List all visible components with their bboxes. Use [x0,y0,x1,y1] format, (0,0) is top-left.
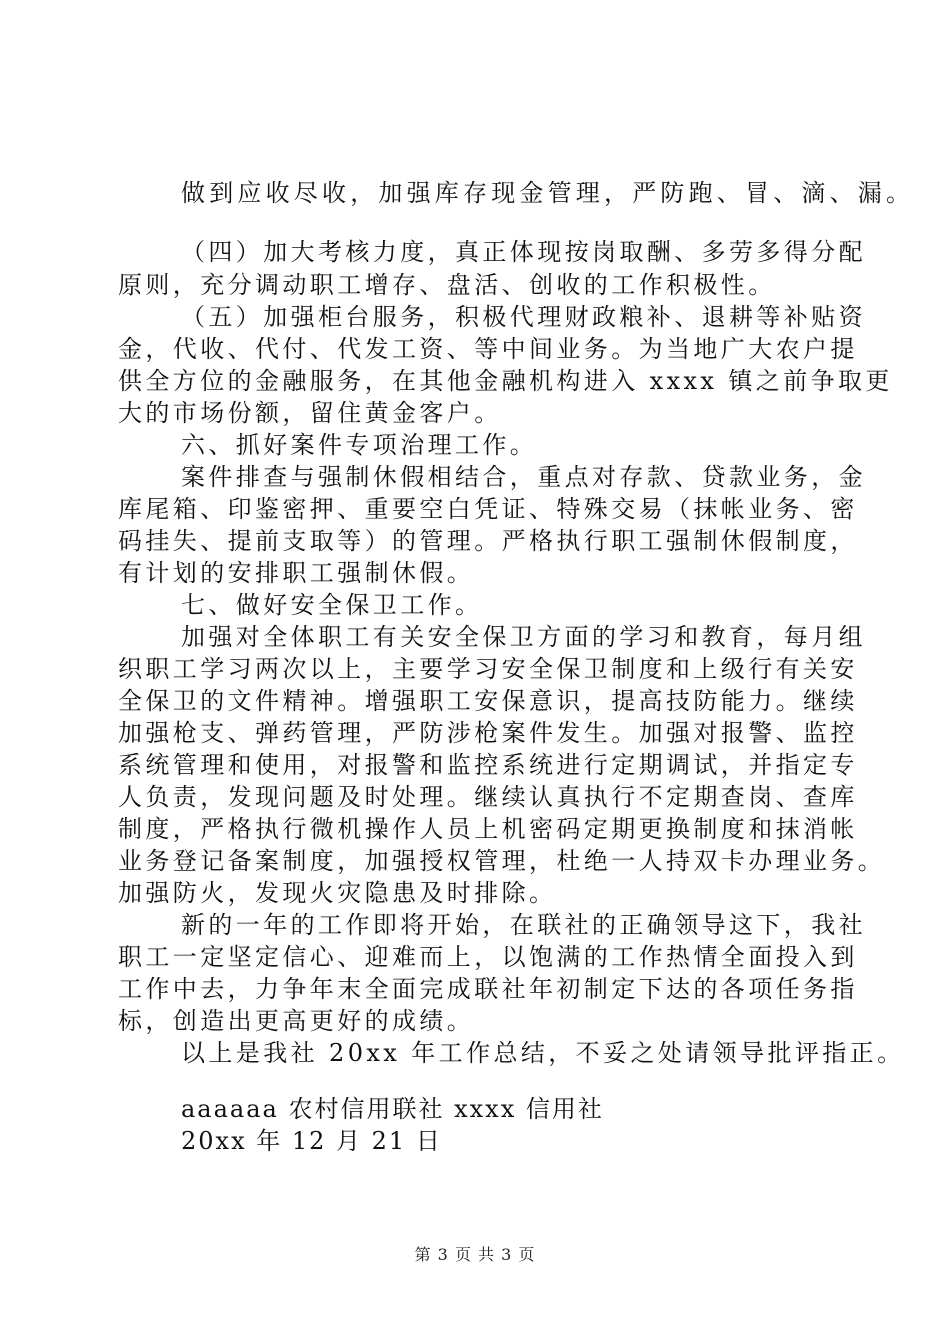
paragraph-4-line: 原则，充分调动职工增存、盘活、创收的工作积极性。 [118,271,776,299]
section-7-line: 系统管理和使用，对报警和监控系统进行定期调试，并指定专 [118,751,858,779]
closing-paragraph-line: 新的一年的工作即将开始，在联社的正确领导这下，我社 [181,911,866,939]
section-7-line: 业务登记备案制度，加强授权管理，杜绝一人持双卡办理业务。 [118,847,886,875]
section-7-line: 人负责，发现问题及时处理。继续认真执行不定期查岗、查库 [118,783,858,811]
signature-organization: aaaaaa 农村信用联社 xxxx 信用社 [181,1095,604,1123]
section-7-line: 全保卫的文件精神。增强职工安保意识，提高技防能力。继续 [118,687,858,715]
section-7-line: 加强防火，发现火灾隐患及时排除。 [118,879,557,907]
section-7-line: 加强枪支、弹药管理，严防涉枪案件发生。加强对报警、监控 [118,719,858,747]
section-6-line: 库尾箱、印鉴密押、重要空白凭证、特殊交易（抹帐业务、密 [118,495,858,523]
paragraph-5-line: （五）加强柜台服务，积极代理财政粮补、退耕等补贴资 [181,303,866,331]
section-7-line: 制度，严格执行微机操作人员上机密码定期更换制度和抹消帐 [118,815,858,843]
page-footer: 第 3 页 共 3 页 [414,1245,536,1264]
section-6-line: 码挂失、提前支取等）的管理。严格执行职工强制休假制度， [118,527,858,555]
paragraph-5-line: 供全方位的金融服务，在其他金融机构进入 xxxx 镇之前争取更 [118,367,893,395]
closing-paragraph-line: 工作中去，力争年末全面完成联社年初制定下达的各项任务指 [118,975,858,1003]
paragraph-4-line: （四）加大考核力度，真正体现按岗取酬、多劳多得分配 [181,238,866,266]
signature-date: 20xx 年 12 月 21 日 [181,1127,442,1155]
section-6-line: 有计划的安排职工强制休假。 [118,559,475,587]
body-text-line: 做到应收尽收，加强库存现金管理，严防跑、冒、滴、漏。 [181,179,915,207]
closing-paragraph-line: 标，创造出更高更好的成绩。 [118,1007,475,1035]
conclusion-line: 以上是我社 20xx 年工作总结，不妥之处请领导批评指正。 [181,1039,905,1067]
paragraph-5-line: 大的市场份额，留住黄金客户。 [118,399,502,427]
section-6-line: 案件排查与强制休假相结合，重点对存款、贷款业务，金 [181,463,866,491]
closing-paragraph-line: 职工一定坚定信心、迎难而上，以饱满的工作热情全面投入到 [118,943,858,971]
section-7-line: 加强对全体职工有关安全保卫方面的学习和教育，每月组 [181,623,866,651]
section-7-heading: 七、做好安全保卫工作。 [181,591,483,619]
section-6-heading: 六、抓好案件专项治理工作。 [181,431,538,459]
paragraph-5-line: 金，代收、代付、代发工资、等中间业务。为当地广大农户提 [118,335,858,363]
section-7-line: 织职工学习两次以上，主要学习安全保卫制度和上级行有关安 [118,655,858,683]
